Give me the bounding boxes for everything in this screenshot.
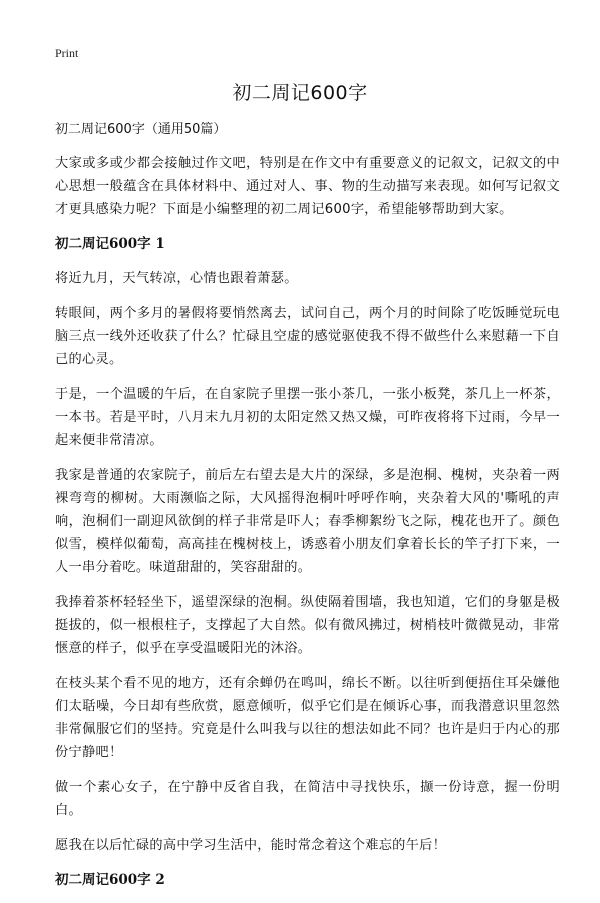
page-title: 初二周记600字 bbox=[232, 82, 368, 104]
intro-paragraph: 大家或多或少都会接触过作文吧，特别是在作文中有重要意义的记叙文，记叙文的中心思想一般蕴含在具体材料中、通过对人、事、物的生动描写来表现。如何写记叙文才更具感染力呢？下面是小编整理的初二周记600字，希望能够帮助到大家。 bbox=[55, 156, 560, 217]
print-link[interactable]: Print bbox=[55, 46, 79, 60]
section-heading: 初二周记600字 1 bbox=[55, 236, 165, 252]
paragraph: 愿我在以后忙碌的高中学习生活中，能时常念着这个难忘的午后！ bbox=[55, 838, 447, 853]
paragraph: 在枝头某个看不见的地方，还有余蝉仍在鸣叫，绵长不断。以往听到便捂住耳朵嫌他们太聒噪，今日却有些欣赏，愿意倾听，似乎它们是在倾诉心事，而我潜意识里忽然非常佩服它们的坚持。究竟是什么叫我与以往的想法如此不同？也许是归于内心的那份宁静吧！ bbox=[55, 676, 560, 760]
paragraph: 我捧着茶杯轻轻坐下，遥望深绿的泡桐。纵使隔着围墙，我也知道，它们的身躯是极挺拔的，似一根根柱子，支撑起了大自然。似有微风拂过，树梢枝叶微微晃动，非常惬意的样子，似乎在享受温暖阳光的沐浴。 bbox=[55, 595, 560, 656]
paragraph: 做一个素心女子，在宁静中反省自我，在简洁中寻找快乐，撷一份诗意，握一份明白。 bbox=[55, 780, 560, 818]
document-body bbox=[55, 120, 560, 903]
paragraph: 转眼间，两个多月的暑假将要悄然离去，试问自己，两个月的时间除了吃饭睡觉玩电脑三点一线外还收获了什么？忙碌且空虚的感觉驱使我不得不做些什么来慰藉一下自己的心灵。 bbox=[55, 306, 560, 367]
document-subtitle: 初二周记600字（通用50篇） bbox=[55, 122, 227, 137]
paragraph: 我家是普通的农家院子，前后左右望去是大片的深绿，多是泡桐、槐树，夹杂着一两裸弯弯的柳树。大雨濒临之际，大风摇得泡桐叶呼呼作响，夹杂着大风的'嘶吼的声响，泡桐们一副迎风欲倒的样子非常是吓人；春季柳絮纷飞之际，槐花也开了。颜色似雪，模样似葡萄，高高挂在槐树枝上，诱惑着小朋友们拿着长长的竿子打下来，一人一串分着吃。味道甜甜的，笑容甜甜的。 bbox=[55, 468, 560, 575]
section-heading: 初二周记600字 2 bbox=[55, 872, 165, 888]
paragraph: 将近九月，天气转凉，心情也跟着萧瑟。 bbox=[55, 271, 298, 286]
paragraph: 于是，一个温暖的午后，在自家院子里摆一张小茶几，一张小板凳，茶几上一杯茶，一本书。若是平时，八月末九月初的太阳定然又热又燥，可昨夜将将下过雨，今早一起来便非常清凉。 bbox=[55, 387, 560, 448]
